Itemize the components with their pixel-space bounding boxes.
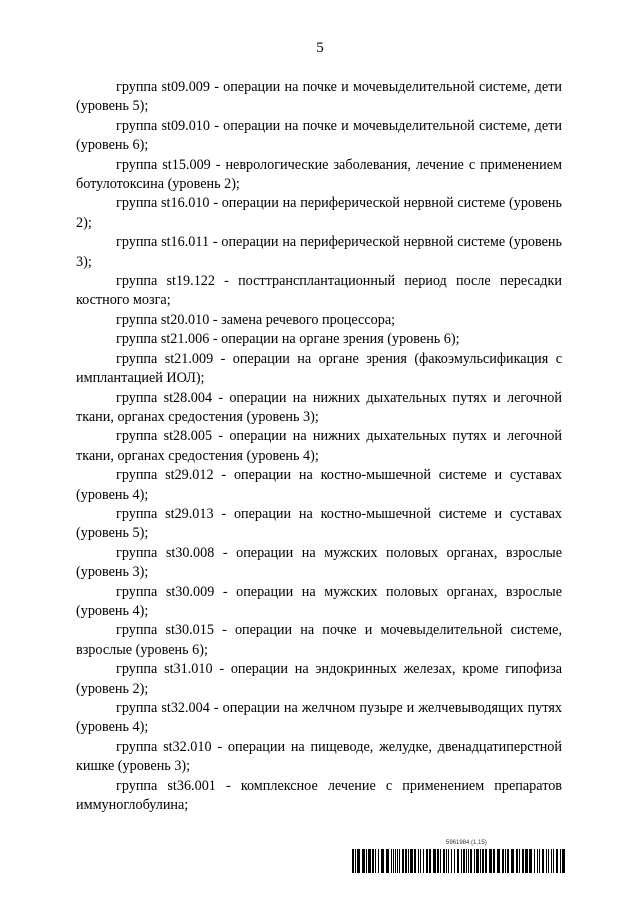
list-item: группа st30.009 - операции на мужских половых органах, взрослые (уровень 4); xyxy=(76,583,562,619)
document-body xyxy=(76,78,562,815)
list-item: группа st09.009 - операции на почке и мочевыделительной системе, дети (уровень 5); xyxy=(76,79,562,115)
list-item: группа st09.010 - операции на почке и мочевыделительной системе, дети (уровень 6); xyxy=(76,117,562,154)
list-item: группа st20.010 - замена речевого процессора; xyxy=(116,311,396,328)
page-number: 5 xyxy=(316,40,324,56)
list-item: группа st16.011 - операции на периферической нервной системе (уровень 3); xyxy=(76,234,562,270)
list-item: группа st28.004 - операции на нижних дыхательных путях и легочной ткани, органах средостения (уровень 3); xyxy=(76,389,562,425)
list-item: группа st32.004 - операции на желчном пузыре и желчевыводящих путях (уровень 4); xyxy=(76,700,562,736)
list-item: группа st15.009 - неврологические заболевания, лечение с применением ботулотоксина (уровень 2); xyxy=(76,156,562,193)
list-item: группа st36.001 - комплексное лечение с применением препаратов иммуноглобулина; xyxy=(76,777,562,814)
list-item: группа st28.005 - операции на нижних дыхательных путях и легочной ткани, органах средостения (уровень 4); xyxy=(76,428,562,464)
list-item: группа st30.015 - операции на почке и мочевыделительной системе, взрослые (уровень 6); xyxy=(76,622,562,658)
document-code: 5961984 (1.15) xyxy=(446,840,487,846)
list-item: группа st21.006 - операции на органе зрения (уровень 6); xyxy=(116,331,460,348)
list-item: группа st32.010 - операции на пищеводе, желудке, двенадцатиперстной кишке (уровень 3); xyxy=(76,738,562,775)
list-item: группа st31.010 - операции на эндокринных железах, кроме гипофиза (уровень 2); xyxy=(76,661,562,697)
barcode xyxy=(352,849,566,873)
list-item: группа st19.122 - посттрансплантационный период после пересадки костного мозга; xyxy=(76,273,562,309)
list-item: группа st30.008 - операции на мужских половых органах, взрослые (уровень 3); xyxy=(76,544,562,581)
list-item: группа st29.013 - операции на костно-мышечной системе и суставах (уровень 5); xyxy=(76,505,562,542)
list-item: группа st29.012 - операции на костно-мышечной системе и суставах (уровень 4); xyxy=(76,467,562,503)
list-item: группа st16.010 - операции на периферической нервной системе (уровень 2); xyxy=(76,195,562,231)
barcode-gap xyxy=(565,849,566,873)
list-item: группа st21.009 - операции на органе зрения (факоэмульсификация с имплантацией ИОЛ); xyxy=(76,350,562,387)
